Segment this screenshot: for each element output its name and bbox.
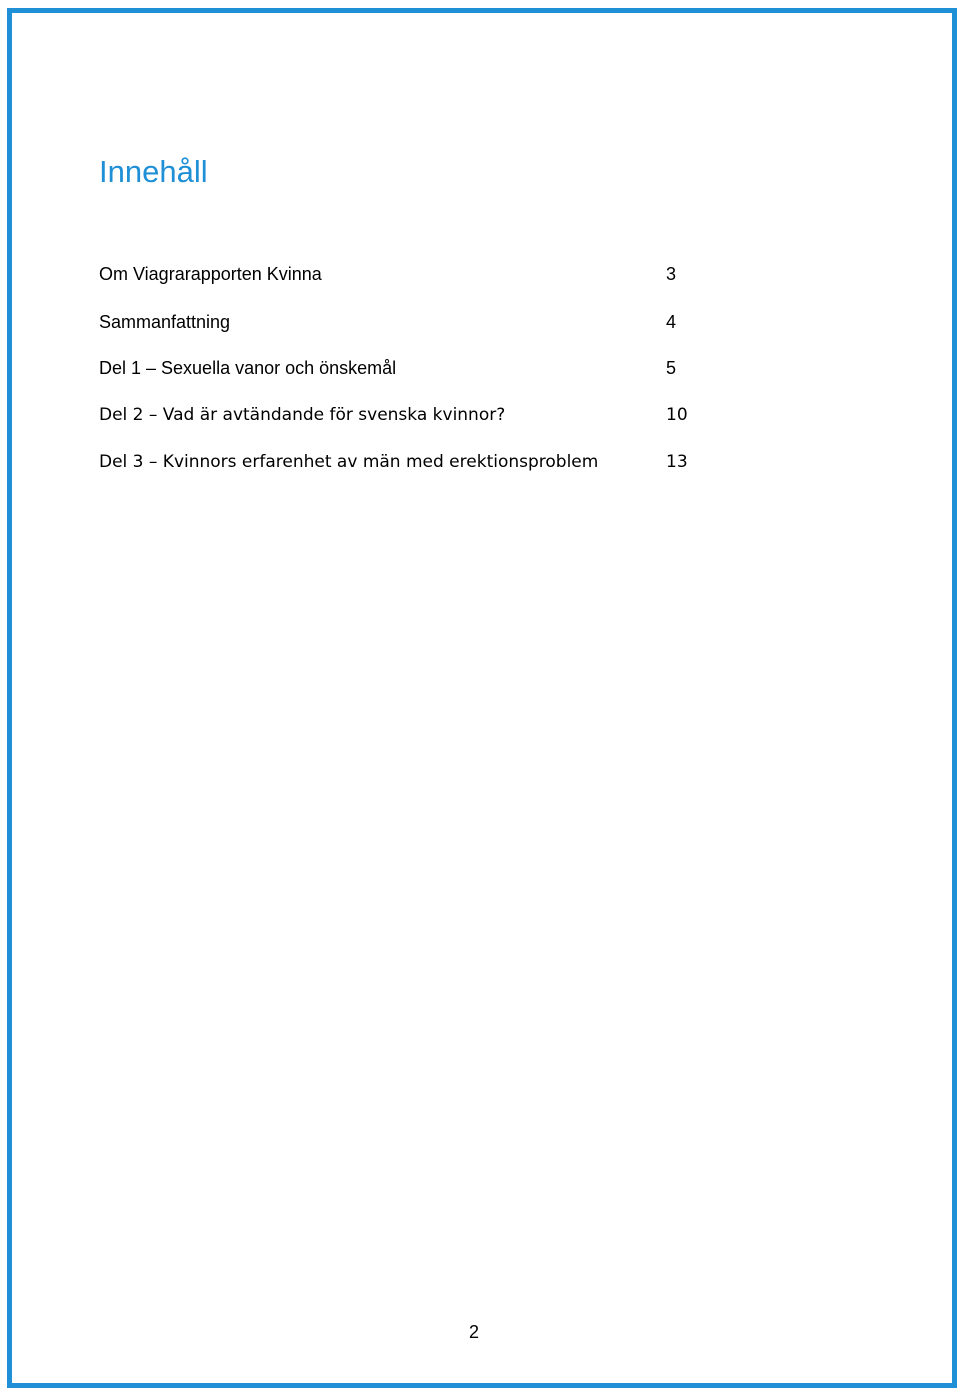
toc-entry-title: Sammanfattning — [99, 312, 231, 332]
toc-entry-page: 3 — [666, 264, 677, 284]
toc-entry-page: 13 — [666, 452, 688, 472]
page-number: 2 — [468, 1322, 479, 1342]
page-border — [7, 8, 957, 1388]
toc-entry-page: 5 — [666, 358, 677, 378]
toc-entry-title: Del 2 – Vad är avtändande för svenska kvinnor? — [99, 405, 506, 425]
toc-entry-title: Del 3 – Kvinnors erfarenhet av män med erektionsproblem — [99, 452, 599, 472]
toc-entry-title: Om Viagrarapporten Kvinna — [99, 264, 322, 284]
toc-entry-page: 10 — [666, 405, 688, 425]
toc-heading: Innehåll — [99, 154, 208, 189]
toc-entry-title: Del 1 – Sexuella vanor och önskemål — [99, 358, 397, 378]
toc-entry-page: 4 — [666, 312, 677, 332]
